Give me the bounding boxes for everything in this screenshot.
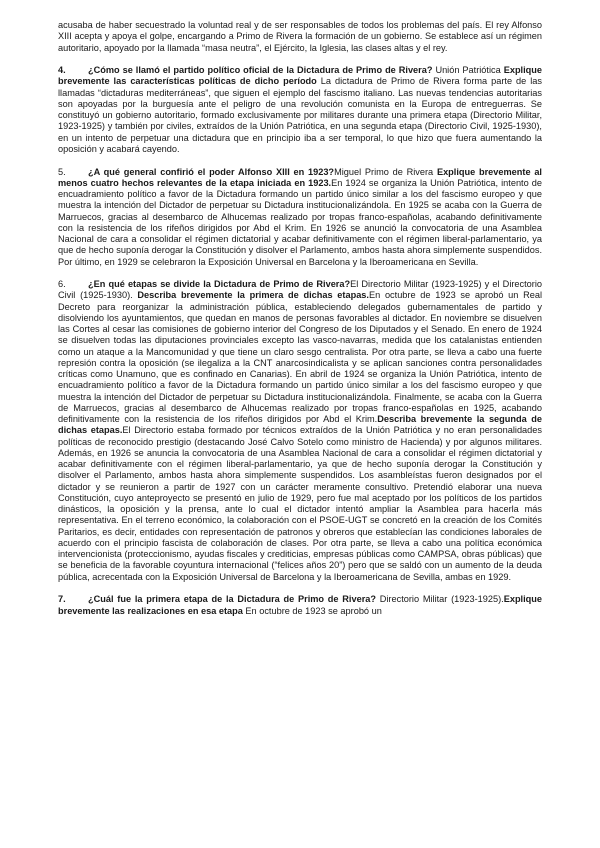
question-7-paragraph (58, 594, 542, 617)
question-5-paragraph (58, 167, 542, 268)
question-4-prompt: Explique brevemente las características políticas de dicho período (58, 65, 542, 87)
question-6-paragraph (58, 279, 542, 583)
question-4-explanation: La dictadura de Primo de Rivera forma parte de las llamadas “dictaduras mediterráneas”, que siguen el ejemplo del fascismo italiano. Las nuevas tendencias autoritarias son apoyadas por la burguesía ante el peligro de una revolución comunista en la Europa de entreguerras. Se constituyó un gobierno autoritario, formado exclusivamente por militares durante una primera etapa (Directorio Militar, 1923-1925) y también por civiles, extraídos de la Unión Patriótica, en una segunda etapa (Directorio Civil, 1925-1930), en un intento de perpetuar una dictadura que en principio iba a ser temporal, lo que hizo que fuera aumentando la oposición y acabará cayendo. (58, 76, 542, 154)
question-7-text: ¿Cuál fue la primera etapa de la Dictadura de Primo de Rivera? (88, 594, 376, 605)
question-7-answer: Directorio Militar (1923-1925). (376, 594, 504, 605)
question-6-prompt-1: Describa brevemente la primera de dichas etapas. (137, 290, 369, 301)
question-5-text: ¿A qué general confirió el poder Alfonso XIII en 1923? (88, 166, 335, 177)
question-7-number: 7. (58, 594, 66, 605)
question-6-number: 6. (58, 279, 66, 290)
question-5-answer: Miguel Primo de Rivera (334, 166, 437, 177)
question-4-paragraph (58, 65, 542, 155)
question-4-number: 4. (58, 65, 66, 76)
intro-text: acusaba de haber secuestrado la voluntad real y de ser responsables de todos los problemas del país. El rey Alfonso XIII acepta y apoya el golpe, encargando a Primo de Rivera la formación de un gobierno. Se establece así un régimen autoritario, apoyado por la llamada “masa neutra”, el Ejército, la Iglesia, las clases altas y el rey. (58, 20, 542, 53)
question-5-number: 5. (58, 166, 66, 177)
question-7-prompt: Explique brevemente las realizaciones en esa etapa (58, 594, 542, 616)
question-6-prompt-2: Describa brevemente la segunda de dichas etapas. (58, 414, 543, 436)
question-4-answer: Unión Patriótica (432, 65, 504, 76)
question-6-explanation-1: En octubre de 1923 se aprobó un Real Decreto para reorganizar la administración pública, estableciendo delegados gubernamentales de partido y disolviendo los ayuntamientos, que quedan en manos de personas favorables al dictador. En noviembre se disuelven las Cortes al cesar las comisiones de gobierno interior del Congreso de los Diputados y el Senado. En enero de 1924 se disuelven todas las diputaciones provinciales excepto las vasco-navarras, medida que los catalanistas entienden como un ataque a la Mancomunidad y que tiene un claro sesgo centralista. Por otra parte, se lleva a cabo una fuerte represión contra la oposición (se ilegaliza a la CNT anarcosindicalista y se aplican sanciones contra personalidades críticas como Unamuno, que es confinado en Canarias). En abril de 1924 se organiza la Unión Patriótica, intento de encuadramiento político a favor de la Dictadura formando un partido único similar a los del fascismo europeo y que muestra la intención del Dictador de perpetuar su Dictadura institucionalizándola. Finalmente, se acaba con la Guerra de Marruecos, gracias al desembarco de Alhucemas realizado por tropas franco-españolas en 1925, acabando definitivamente con la resistencia de los rifeños dirigidos por Abd el Krim. (58, 290, 542, 425)
question-6-text: ¿En qué etapas se divide la Dictadura de Primo de Rivera? (88, 279, 351, 290)
question-5-prompt: Explique brevemente al menos cuatro hechos relevantes de la etapa iniciada en 1923. (58, 166, 542, 188)
question-6-explanation-2: El Directorio estaba formado por técnicos extraídos de la Unión Patriótica y no eran personalidades políticas de reconocido prestigio (destacando José Calvo Sotelo como ministro de Hacienda) y por algunos militares. Además, en 1926 se anuncia la convocatoria de una Asamblea Nacional de cara a consolidar el régimen dictatorial y acabar definitivamente con el régimen liberal-parlamentario, ya que de hecho suponía derogar la Constitución y disolver el Parlamento, ambos hasta ahora simplemente suspendidos. Los asambleístas fueron designados por el dictador y se reunieron a partir de 1927 con un carácter meramente consultivo. Pretendió elaborar una nueva Constitución, cuyo anteproyecto se presentó en julio de 1929, pero fue mal aceptado por los políticos de los partidos dinásticos, la oposición y la prensa, ante lo cual el dictador intentó ampliar la Asamblea para hacerla más representativa. En el terreno económico, la colaboración con el PSOE-UGT se concretó en la creación de los Comités Paritarios, es decir, entidades con representación de patronos y obreros que establecían las condiciones laborales de acuerdo con el principio fascista de colaboración de clases. Por otra parte, se lleva a cabo una política económica intervencionista (proteccionismo, ayudas fiscales y crediticias, empresas públicas como CAMPSA, obras públicas) que se beneficia de la favorable coyuntura internacional (“felices años 20”) pero que se saldó con un aumento de la deuda pública, acrecentada con la Exposición Universal de Barcelona y la Iberoamericana de Sevilla, ambas en 1929. (58, 425, 542, 582)
intro-paragraph (58, 20, 542, 54)
question-6-answer: El Directorio Militar (1923-1925) y el Directorio Civil (1925-1930). (58, 279, 542, 301)
question-4-text: ¿Cómo se llamó el partido político oficial de la Dictadura de Primo de Rivera? (88, 65, 433, 76)
question-5-explanation: En 1924 se organiza la Unión Patriótica, intento de encuadramiento político a favor de la Dictadura formando un partido único similar a los del fascismo europeo y que muestra la intención del Dictador de perpetuar su Dictadura institucionalizándola. En 1925 se acaba con la Guerra de Marruecos, gracias al desembarco de Alhucemas realizado por tropas franco-españolas, acabando definitivamente con la resistencia de los rifeños dirigidos por Abd el Krim. En 1926 se anunció la convocatoria de una Asamblea Nacional de cara a consolidar el régimen dictatorial y acabar definitivamente con el régimen liberal-parlamentario, ya que de hecho suponía derogar la Constitución y disolver el Parlamento, ambos hasta ahora simplemente suspendidos. Por último, en 1929 se celebraron la Exposición Universal en Barcelona y la Iberoamericana en Sevilla. (58, 177, 542, 267)
question-7-explanation: En octubre de 1923 se aprobó un (242, 605, 382, 616)
